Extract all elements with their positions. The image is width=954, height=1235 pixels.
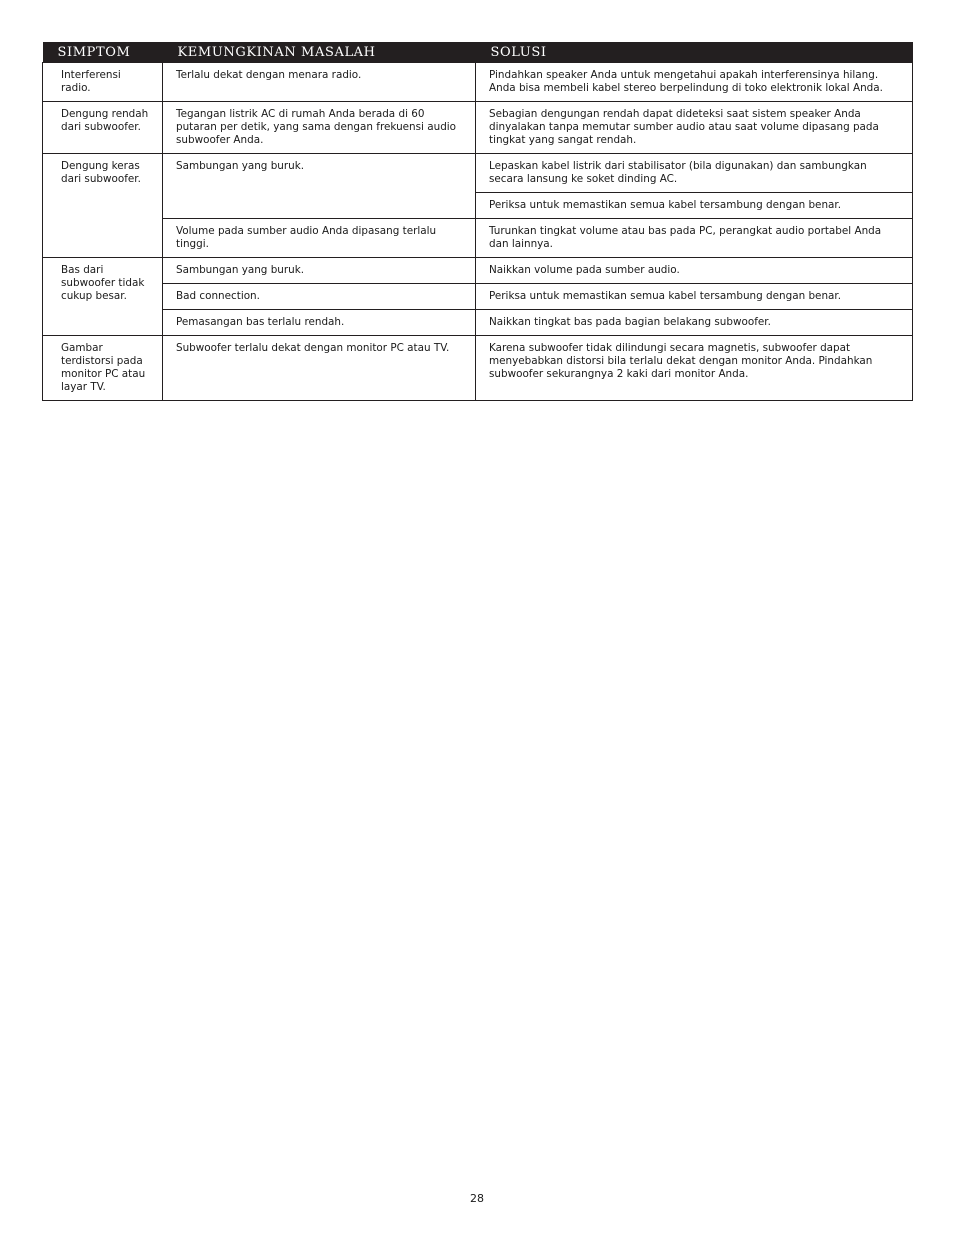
table-row [43,219,913,258]
solution-cell: Turunkan tingkat volume atau bas pada PC, perangkat audio portabel Anda dan lainnya. [476,219,913,258]
problem-cell: Sambungan yang buruk. [163,154,476,219]
problem-cell: Tegangan listrik AC di rumah Anda berada di 60 putaran per detik, yang sama dengan frekuensi audio subwoofer Anda. [163,102,476,154]
solution-cell: Naikkan volume pada sumber audio. [476,258,913,284]
solution-cell: Lepaskan kabel listrik dari stabilisator (bila digunakan) dan sambungkan secara lansung ke soket dinding AC. [476,154,913,193]
table-row [43,63,913,102]
problem-cell: Subwoofer terlalu dekat dengan monitor PC atau TV. [163,336,476,401]
symptom-cell: Gambar terdistorsi pada monitor PC atau layar TV. [43,336,163,401]
symptom-cell: Interferensi radio. [43,63,163,102]
solution-cell: Pindahkan speaker Anda untuk mengetahui apakah interferensinya hilang. Anda bisa membeli kabel stereo berpelindung di toko elektronik lokal Anda. [476,63,913,102]
table-row [43,258,913,284]
solution-cell: Karena subwoofer tidak dilindungi secara magnetis, subwoofer dapat menyebabkan distorsi bila terlalu dekat dengan monitor Anda. Pindahkan subwoofer sekurangnya 2 kaki dari monitor Anda. [476,336,913,401]
problem-cell: Volume pada sumber audio Anda dipasang terlalu tinggi. [163,219,476,258]
header-symptom: SIMPTOM [43,42,163,63]
table-row [43,102,913,154]
problem-cell: Terlalu dekat dengan menara radio. [163,63,476,102]
symptom-cell: Dengung keras dari subwoofer. [43,154,163,258]
problem-cell: Bad connection. [163,284,476,310]
solution-cell: Periksa untuk memastikan semua kabel tersambung dengan benar. [476,193,913,219]
solution-cell: Sebagian dengungan rendah dapat dideteksi saat sistem speaker Anda dinyalakan tanpa memutar sumber audio atau saat volume dipasang pada tingkat yang sangat rendah. [476,102,913,154]
header-solution: SOLUSI [476,42,913,63]
table-row [43,310,913,336]
solution-cell: Periksa untuk memastikan semua kabel tersambung dengan benar. [476,284,913,310]
header-possible-problem: KEMUNGKINAN MASALAH [163,42,476,63]
problem-cell: Pemasangan bas terlalu rendah. [163,310,476,336]
page-number: 28 [470,1192,484,1205]
table-row [43,336,913,401]
table-row [43,154,913,193]
solution-cell: Naikkan tingkat bas pada bagian belakang subwoofer. [476,310,913,336]
table-row [43,284,913,310]
troubleshooting-table [42,42,913,401]
symptom-cell: Bas dari subwoofer tidak cukup besar. [43,258,163,336]
symptom-cell: Dengung rendah dari subwoofer. [43,102,163,154]
problem-cell: Sambungan yang buruk. [163,258,476,284]
table-header-row [43,42,913,63]
